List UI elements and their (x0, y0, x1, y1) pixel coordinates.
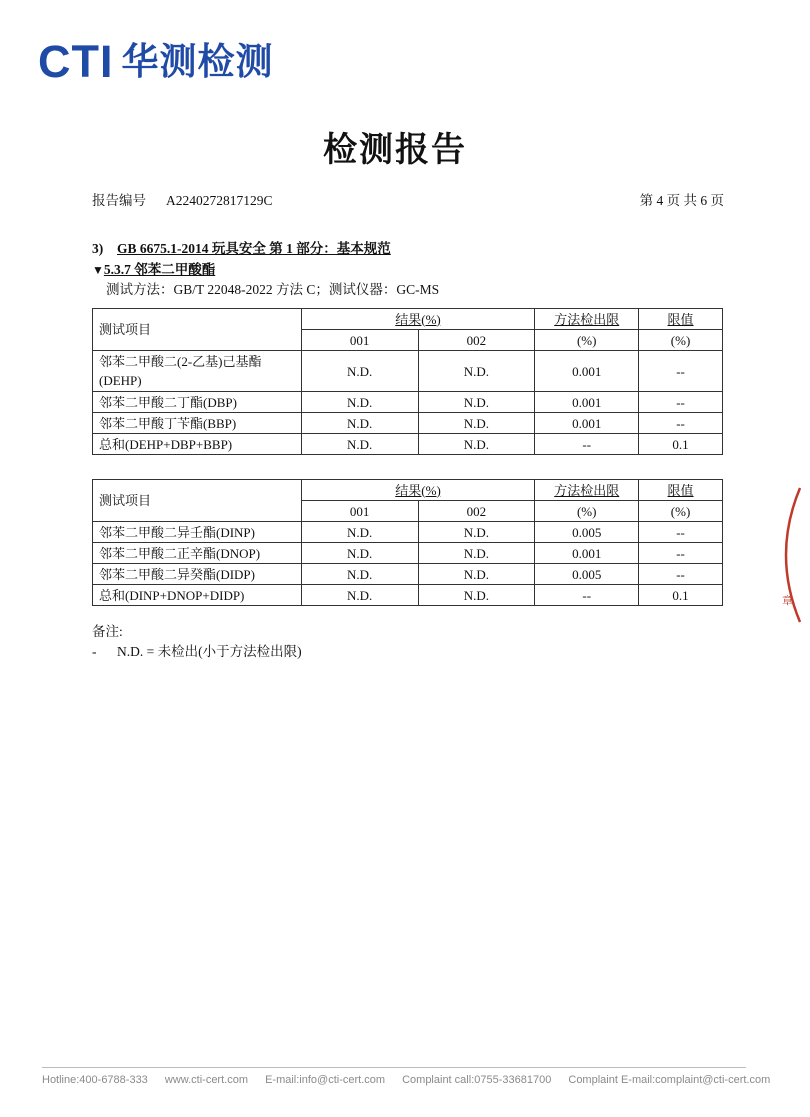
row-result-002: N.D. (418, 564, 535, 585)
footer-hotline: Hotline:400-6788-333 (42, 1074, 148, 1086)
row-result-001: N.D. (301, 351, 418, 392)
row-test-item: 邻苯二甲酸二(2-乙基)己基酯(DEHP) (93, 351, 302, 392)
row-result-001: N.D. (301, 413, 418, 434)
row-test-item: 总和(DEHP+DBP+BBP) (93, 434, 302, 455)
row-result-002: N.D. (418, 351, 535, 392)
notes-line (92, 640, 302, 660)
table-header-row (93, 309, 723, 330)
header-mdl: 方法检出限 (535, 480, 639, 501)
row-result-001: N.D. (301, 392, 418, 413)
logo-chinese-name: 华测检测 (121, 40, 274, 83)
row-result-002: N.D. (418, 413, 535, 434)
row-mdl: 0.001 (535, 392, 639, 413)
header-result: 结果(%) (301, 309, 535, 330)
row-result-001: N.D. (301, 522, 418, 543)
section-heading (92, 237, 391, 257)
section-number: 3) (92, 241, 104, 256)
row-limit: -- (639, 564, 723, 585)
row-mdl: 0.005 (535, 564, 639, 585)
header-result: 结果(%) (301, 480, 535, 501)
section-title: GB 6675.1-2014 玩具安全 第 1 部分：基本规范 (117, 241, 391, 256)
report-number-line (92, 189, 273, 209)
row-result-002: N.D. (418, 392, 535, 413)
triangle-marker-icon: ▼ (92, 263, 104, 277)
row-test-item: 邻苯二甲酸二异壬酯(DINP) (93, 522, 302, 543)
stamp-char: 章 (782, 594, 793, 607)
results-table-1 (92, 308, 723, 455)
table-row (93, 351, 723, 392)
row-limit: -- (639, 413, 723, 434)
header-mdl-unit: (%) (535, 330, 639, 351)
table-row (93, 564, 723, 585)
row-result-002: N.D. (418, 434, 535, 455)
row-mdl: 0.001 (535, 351, 639, 392)
notes-title: 备注: (92, 624, 123, 639)
row-result-001: N.D. (301, 585, 418, 606)
table-row (93, 434, 723, 455)
logo-brand: CTI (38, 36, 114, 87)
row-mdl: 0.001 (535, 543, 639, 564)
header-limit-unit: (%) (639, 330, 723, 351)
footer-email: E-mail:info@cti-cert.com (265, 1074, 386, 1086)
footer-complaint-call: Complaint call:0755-33681700 (402, 1074, 552, 1086)
notes-dash: - (92, 644, 97, 659)
row-result-001: N.D. (301, 564, 418, 585)
header-limit: 限值 (639, 309, 723, 330)
row-limit: 0.1 (639, 585, 723, 606)
header-test-item: 测试项目 (93, 309, 302, 351)
row-limit: -- (639, 351, 723, 392)
header-sample-002: 002 (418, 330, 535, 351)
report-number-label: 报告编号 (92, 193, 146, 208)
header-sample-001: 001 (301, 501, 418, 522)
page-title: 检测报告 (323, 130, 467, 170)
row-mdl: -- (535, 434, 639, 455)
subsection-heading (92, 258, 215, 278)
header-mdl-unit: (%) (535, 501, 639, 522)
table-row (93, 392, 723, 413)
row-result-002: N.D. (418, 522, 535, 543)
test-method-line: 测试方法：GB/T 22048-2022 方法 C；测试仪器：GC-MS (106, 282, 440, 297)
row-test-item: 邻苯二甲酸二异癸酯(DIDP) (93, 564, 302, 585)
notes-text: N.D. = 未检出(小于方法检出限) (117, 644, 302, 659)
header-sample-001: 001 (301, 330, 418, 351)
table-row (93, 543, 723, 564)
results-table-2 (92, 479, 723, 606)
header-sample-002: 002 (418, 501, 535, 522)
row-mdl: 0.005 (535, 522, 639, 543)
header-test-item: 测试项目 (93, 480, 302, 522)
report-number-value: A2240272817129C (166, 193, 273, 208)
row-result-001: N.D. (301, 434, 418, 455)
row-limit: -- (639, 522, 723, 543)
row-result-002: N.D. (418, 585, 535, 606)
subsection-title: 5.3.7 邻苯二甲酸酯 (103, 262, 216, 277)
row-limit: 0.1 (639, 434, 723, 455)
page-indicator: 第 4 页 共 6 页 (639, 193, 724, 208)
table-header-row (93, 480, 723, 501)
table-row (93, 413, 723, 434)
header-limit: 限值 (639, 480, 723, 501)
footer-website: www.cti-cert.com (164, 1074, 248, 1086)
row-test-item: 邻苯二甲酸二正辛酯(DNOP) (93, 543, 302, 564)
row-limit: -- (639, 543, 723, 564)
footer-divider (42, 1067, 746, 1068)
footer-complaint-email: Complaint E-mail:complaint@cti-cert.com (568, 1074, 771, 1086)
footer (42, 1074, 771, 1086)
row-limit: -- (639, 392, 723, 413)
row-test-item: 邻苯二甲酸丁苄酯(BBP) (93, 413, 302, 434)
company-logo (38, 36, 274, 87)
official-seal-stamp (770, 480, 810, 630)
row-mdl: 0.001 (535, 413, 639, 434)
row-test-item: 邻苯二甲酸二丁酯(DBP) (93, 392, 302, 413)
row-result-001: N.D. (301, 543, 418, 564)
table-row (93, 585, 723, 606)
row-result-002: N.D. (418, 543, 535, 564)
row-mdl: -- (535, 585, 639, 606)
header-mdl: 方法检出限 (535, 309, 639, 330)
table-row (93, 522, 723, 543)
header-limit-unit: (%) (639, 501, 723, 522)
row-test-item: 总和(DINP+DNOP+DIDP) (93, 585, 302, 606)
